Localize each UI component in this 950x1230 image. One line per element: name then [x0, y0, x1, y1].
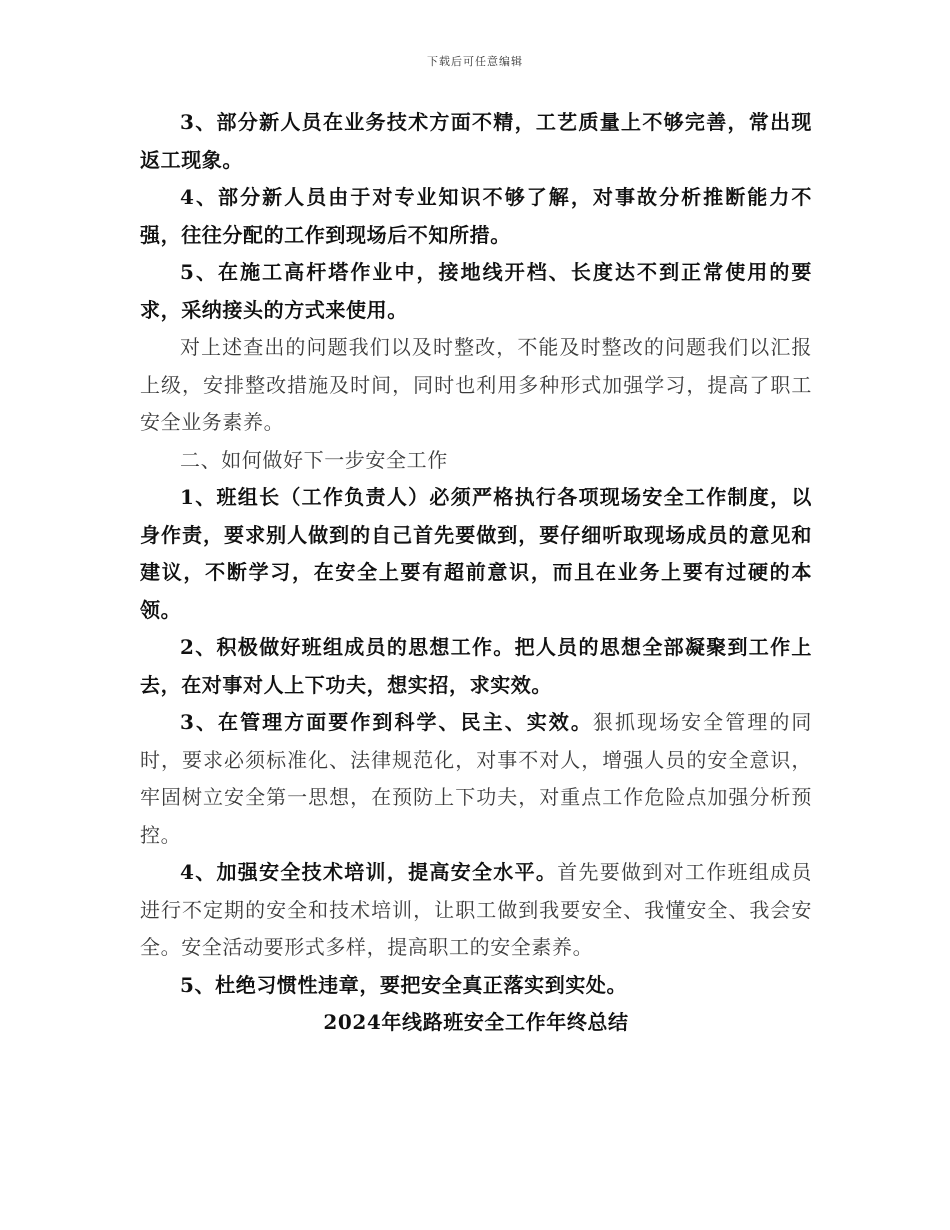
- paragraph-step-1: [140, 479, 812, 629]
- paragraph-issue-5: [140, 254, 812, 329]
- paragraph-bold-text: 1、班组长（工作负责人）必须严格执行各项现场安全工作制度，以身作责，要求别人做到的自己首先要做到，要仔细听取现场成员的意见和建议，不断学习，在安全上要有超前意识，而且在业务上要有过硬的本领。: [140, 485, 812, 622]
- paragraph-normal-text: 二、如何做好下一步安全工作: [180, 447, 448, 472]
- paragraph-step-4: [140, 854, 812, 967]
- page-header-note: 下载后可任意编辑: [427, 55, 523, 68]
- paragraph-normal-text: 首先要做到对工作班组成员进行不定期的安全和技术培训，让职工做到我要安全、我懂安全、我会安全。安全活动要形式多样，提高职工的安全素养。: [140, 860, 813, 959]
- paragraph-bold-text: 4、部分新人员由于对专业知识不够了解，对事故分析推断能力不强，往往分配的工作到现场后不知所措。: [140, 185, 812, 247]
- paragraph-rectification: [140, 329, 812, 442]
- section-heading-next-steps: [140, 442, 812, 480]
- paragraph-bold-text: 5、在施工高杆塔作业中，接地线开档、长度达不到正常使用的要求，采纳接头的方式来使用。: [140, 260, 812, 322]
- paragraph-bold-text: 3、部分新人员在业务技术方面不精，工艺质量上不够完善，常出现返工现象。: [140, 110, 812, 172]
- paragraph-bold-text: 2、积极做好班组成员的思想工作。把人员的思想全部凝聚到工作上去，在对事对人上下功夫，想实招，求实效。: [140, 635, 812, 697]
- document-title: 2024年线路班安全工作年终总结: [323, 1010, 629, 1034]
- paragraph-step-2: [140, 629, 812, 704]
- paragraph-normal-text: 狠抓现场安全管理的同时，要求必须标准化、法律规范化，对事不对人，增强人员的安全意识，牢固树立安全第一思想，在预防上下功夫，对重点工作危险点加强分析预控。: [140, 710, 812, 847]
- paragraph-issue-3: [140, 104, 812, 179]
- paragraph-normal-text: 对上述查出的问题我们以及时整改，不能及时整改的问题我们以汇报上级，安排整改措施及时间，同时也利用多种形式加强学习，提高了职工安全业务素养。: [140, 335, 812, 434]
- paragraph-step-5: [140, 967, 812, 1005]
- paragraph-issue-4: [140, 179, 812, 254]
- paragraph-step-3: [140, 704, 812, 854]
- paragraph-bold-text: 3、在管理方面要作到科学、民主、实效。: [180, 710, 593, 734]
- paragraph-bold-text: 5、杜绝习惯性违章，要把安全真正落实到实处。: [180, 972, 628, 997]
- paragraph-bold-text: 4、加强安全技术培训，提高安全水平。: [180, 860, 558, 884]
- document-body: [140, 104, 812, 1042]
